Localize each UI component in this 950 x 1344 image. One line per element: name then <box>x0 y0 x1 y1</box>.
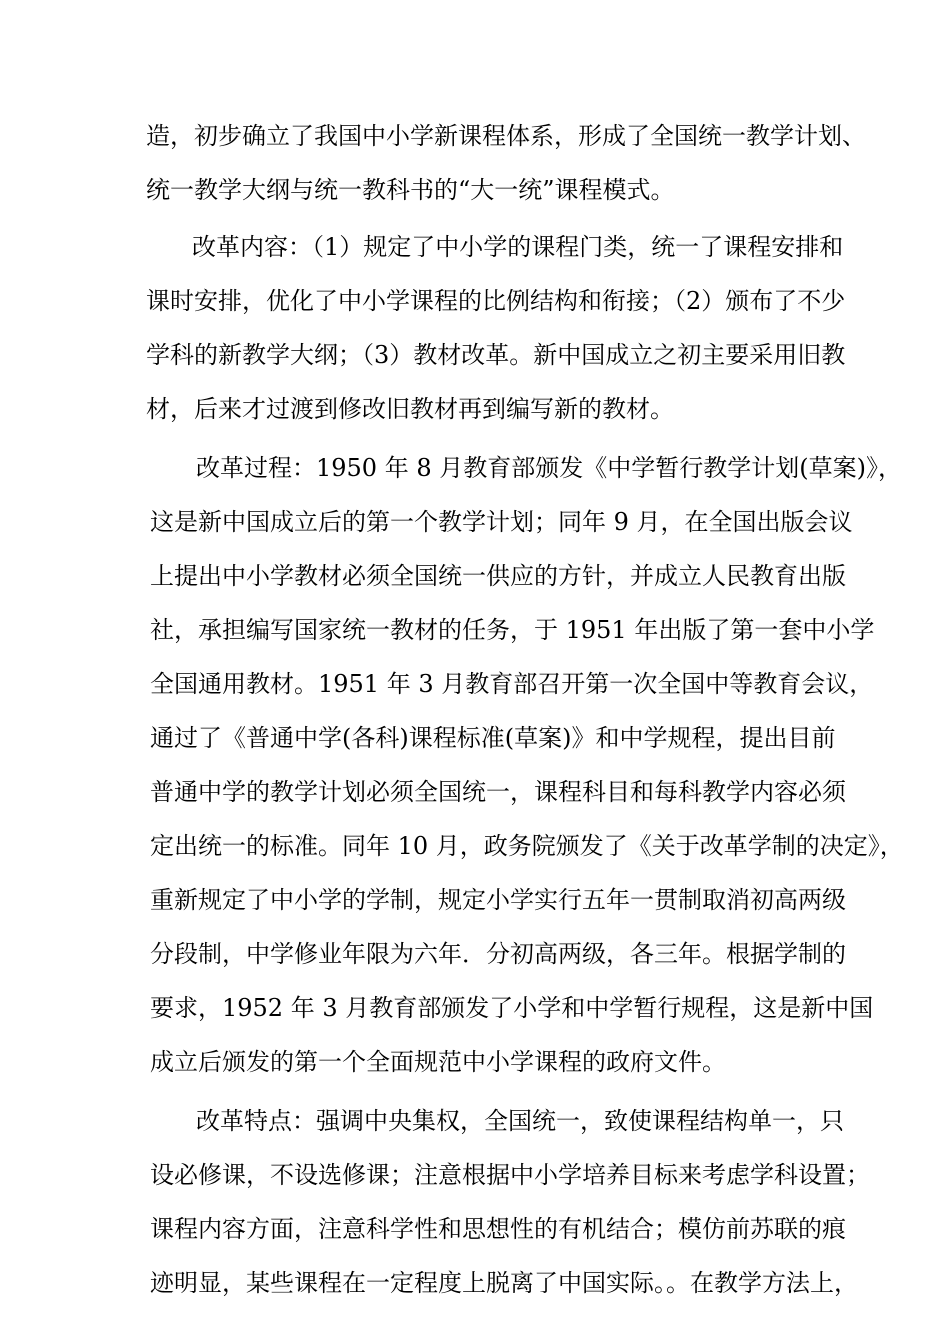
paragraph-line: 成立后颁发的第一个全面规范中小学课程的政府文件。 <box>150 1048 726 1076</box>
paragraph-line: 社，承担编写国家统一教材的任务，于 1951 年出版了第一套中小学 <box>150 616 875 644</box>
paragraph-line: 学科的新教学大纲；（3）教材改革。新中国成立之初主要采用旧教 <box>146 341 846 369</box>
paragraph-line: 材，后来才过渡到修改旧教材再到编写新的教材。 <box>146 395 674 423</box>
paragraph-line: 改革特点：强调中央集权，全国统一，致使课程结构单一，只 <box>196 1107 844 1135</box>
paragraph-line: 课程内容方面，注意科学性和思想性的有机结合；模仿前苏联的痕 <box>150 1215 846 1243</box>
paragraph-line: 普通中学的教学计划必须全国统一，课程科目和每科教学内容必须 <box>150 778 846 806</box>
paragraph-line: 造，初步确立了我国中小学新课程体系，形成了全国统一教学计划、 <box>146 122 866 150</box>
paragraph-line: 重新规定了中小学的学制，规定小学实行五年一贯制取消初高两级 <box>150 886 846 914</box>
paragraph-line: 上提出中小学教材必须全国统一供应的方针，并成立人民教育出版 <box>150 562 846 590</box>
paragraph-line: 课时安排，优化了中小学课程的比例结构和衔接；（2）颁布了不少 <box>146 287 846 315</box>
paragraph-line: 迹明显，某些课程在一定程度上脱离了中国实际。。在教学方法上， <box>150 1269 858 1297</box>
paragraph-line: 要求，1952 年 3 月教育部颁发了小学和中学暂行规程，这是新中国 <box>150 994 874 1022</box>
paragraph-line: 改革内容：（1）规定了中小学的课程门类，统一了课程安排和 <box>192 233 844 261</box>
paragraph-line: 改革过程：1950 年 8 月教育部颁发《中学暂行教学计划(草案)》， <box>196 454 902 482</box>
paragraph-line: 分段制，中学修业年限为六年．分初高两级，各三年。根据学制的 <box>150 940 846 968</box>
paragraph-line: 统一教学大纲与统一教科书的“大一统”课程模式。 <box>146 176 675 204</box>
paragraph-line: 这是新中国成立后的第一个教学计划；同年 9 月，在全国出版会议 <box>150 508 853 536</box>
paragraph-line: 全国通用教材。1951 年 3 月教育部召开第一次全国中等教育会议， <box>150 670 874 698</box>
paragraph-line: 通过了《普通中学(各科)课程标准(草案)》和中学规程，提出目前 <box>150 724 836 752</box>
paragraph-line: 定出统一的标准。同年 10 月，政务院颁发了《关于改革学制的决定》， <box>150 832 904 860</box>
paragraph-line: 设必修课，不设选修课；注意根据中小学培养目标来考虑学科设置； <box>150 1161 870 1189</box>
